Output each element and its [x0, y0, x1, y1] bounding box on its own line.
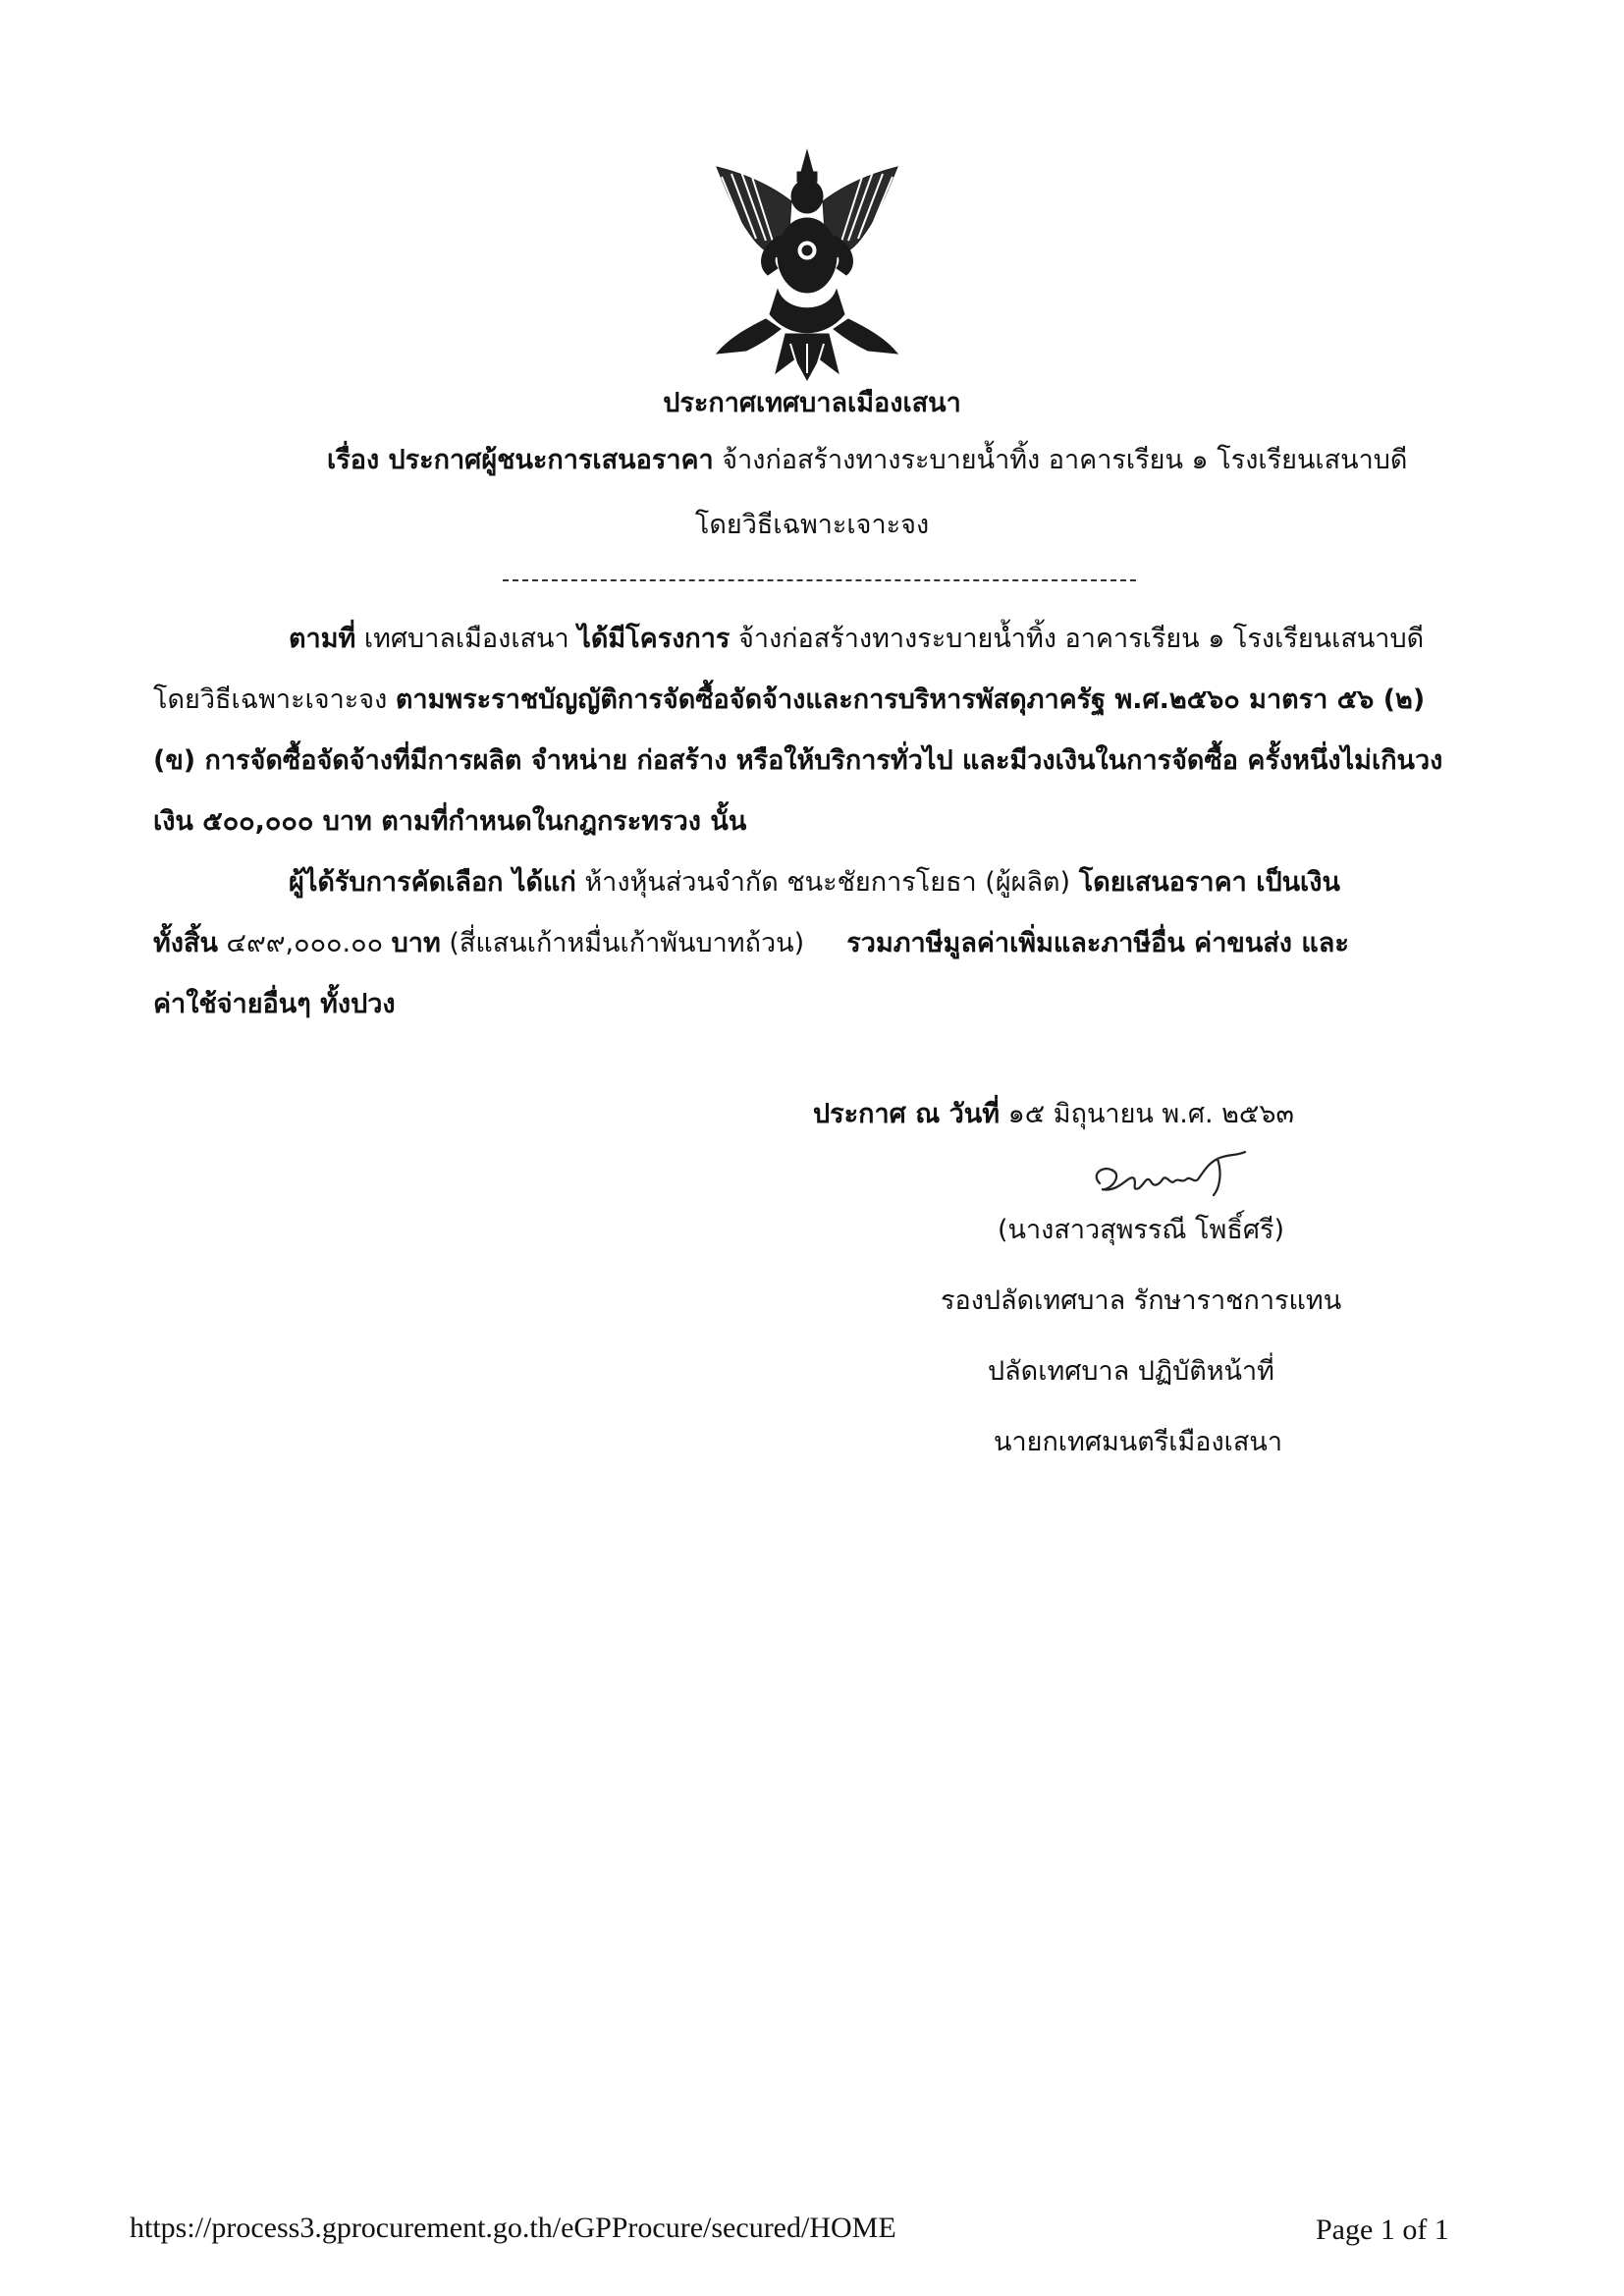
announcement-date: [813, 1092, 1294, 1134]
paragraph2-line2: [153, 921, 1349, 963]
p2-total-label: ทั้งสิ้น: [153, 928, 218, 958]
p2-winner-text: ห้างหุ้นส่วนจำกัด ชนะชัยการโยธา (ผู้ผลิต): [584, 867, 1071, 898]
p2-amount-words: (สี่แสนเก้าหมื่นเก้าพันบาทถ้วน): [449, 928, 805, 958]
garuda-emblem-icon: [707, 142, 908, 383]
p1-project-text: จ้างก่อสร้างทางระบายน้ำทิ้ง อาคารเรียน ๑ โรงเรียนเสนาบดี: [738, 624, 1425, 654]
footer-url: https://process3.gprocurement.go.th/eGPProcure/secured/HOME: [130, 2212, 896, 2244]
date-label: ประกาศ ณ วันที่: [813, 1099, 1001, 1129]
p1-project-label: ได้มีโครงการ: [577, 624, 731, 654]
paragraph1-line3: (ข) การจัดซื้อจัดจ้างที่มีการผลิต จำหน่าย ก่อสร้าง หรือให้บริการทั่วไป และมีวงเงินในการจัดซื้อ ครั้งหนึ่งไม่เกินวง: [153, 745, 1443, 776]
signatory-position-2: ปลัดเทศบาล ปฏิบัติหน้าที่: [988, 1356, 1274, 1387]
divider: [503, 579, 1136, 581]
announcement-title: ประกาศเทศบาลเมืองเสนา: [663, 388, 961, 418]
signatory-position-3: นายกเทศมนตรีเมืองเสนา: [994, 1427, 1282, 1457]
p2-tax-text: รวมภาษีมูลค่าเพิ่มและภาษีอื่น ค่าขนส่ง และ: [846, 928, 1349, 958]
paragraph1-line2: [153, 678, 1425, 720]
p2-amount-value: ๔๙๙,๐๐๐.๐๐: [226, 928, 384, 958]
paragraph1-line1: [289, 617, 1424, 659]
handwritten-signature: [1080, 1134, 1276, 1213]
signatory-name: (นางสาวสุพรรณี โพธิ์ศรี): [998, 1215, 1285, 1245]
p2-currency-label: บาท: [391, 928, 441, 958]
p2-offer-label: โดยเสนอราคา เป็นเงิน: [1078, 867, 1340, 898]
p1-agency-text: เทศบาลเมืองเสนา: [363, 624, 569, 654]
subject-label: เรื่อง ประกาศผู้ชนะการเสนอราคา: [327, 445, 714, 475]
paragraph2-line1: [289, 860, 1340, 902]
p2-selected-label: ผู้ได้รับการคัดเลือก ได้แก่: [289, 867, 576, 898]
signatory-position-1: รองปลัดเทศบาล รักษาราชการแทน: [941, 1285, 1342, 1316]
p1-law-text: ตามพระราชบัญญัติการจัดซื้อจัดจ้างและการบริหารพัสดุภาครัฐ พ.ศ.๒๕๖๐ มาตรา ๕๖ (๒): [395, 684, 1426, 715]
method-line: โดยวิธีเฉพาะเจาะจง: [694, 510, 930, 540]
p1-method-text: โดยวิธีเฉพาะเจาะจง: [153, 684, 388, 715]
footer-page-number: Page 1 of 1: [1316, 2214, 1449, 2246]
subject-line: [327, 438, 1407, 480]
paragraph1-line4: เงิน ๕๐๐,๐๐๐ บาท ตามที่กำหนดในกฎกระทรวง นั้น: [153, 806, 747, 837]
subject-text: จ้างก่อสร้างทางระบายน้ำทิ้ง อาคารเรียน ๑ โรงเรียนเสนาบดี: [722, 445, 1408, 475]
paragraph2-line3: ค่าใช้จ่ายอื่นๆ ทั้งปวง: [153, 989, 396, 1019]
p1-lead-text: ตามที่: [289, 624, 356, 654]
date-value: ๑๕ มิถุนายน พ.ศ. ๒๕๖๓: [1007, 1099, 1294, 1129]
